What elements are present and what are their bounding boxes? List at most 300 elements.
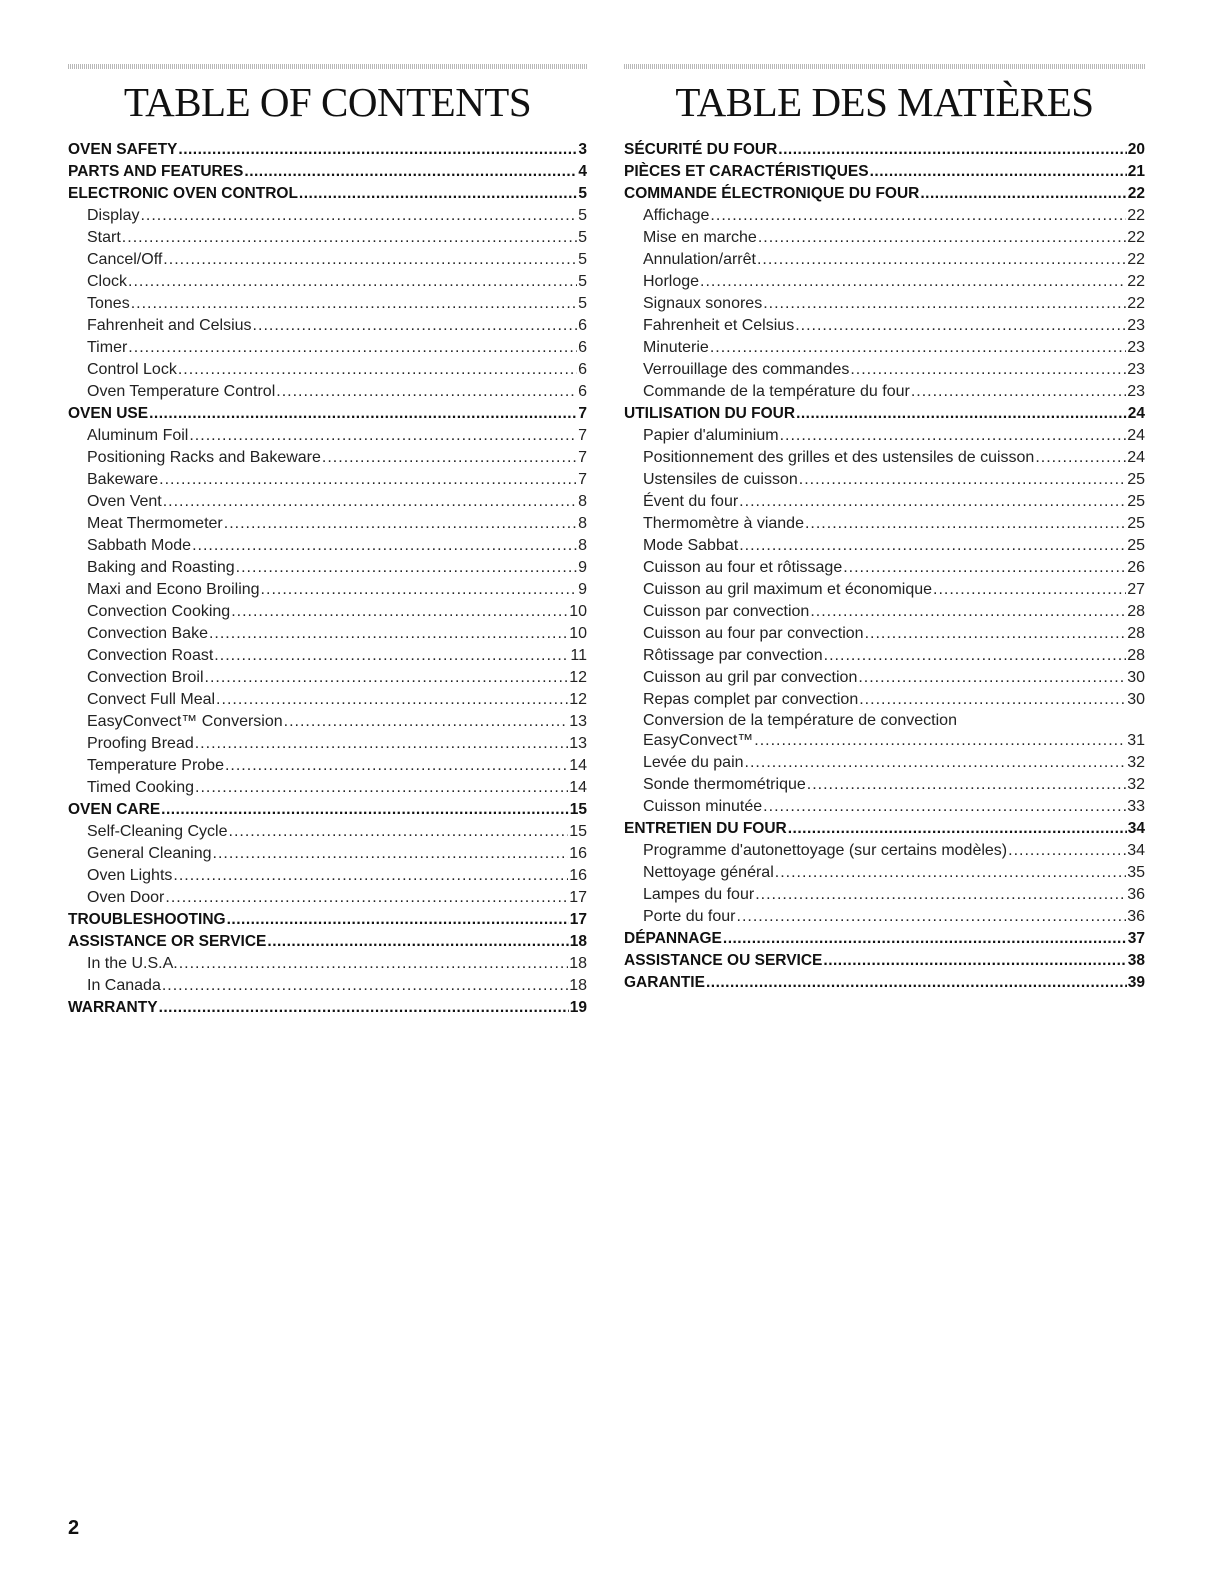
toc-subsection-entry bbox=[68, 843, 587, 865]
toc-entry-label: Sabbath Mode bbox=[87, 537, 192, 554]
dot-leader bbox=[933, 579, 1126, 601]
toc-entry-page-number: 30 bbox=[1127, 691, 1145, 708]
toc-french-column bbox=[624, 64, 1145, 994]
toc-entry-page-number: 23 bbox=[1127, 383, 1145, 400]
dot-leader bbox=[209, 623, 568, 645]
toc-entry-label: COMMANDE ÉLECTRONIQUE DU FOUR bbox=[624, 185, 920, 202]
toc-subsection-entry bbox=[68, 381, 587, 403]
toc-subsection-entry bbox=[68, 865, 587, 887]
toc-subsection-entry bbox=[68, 469, 587, 491]
toc-entry-page-number: 30 bbox=[1127, 669, 1145, 686]
toc-section-entry bbox=[624, 139, 1145, 161]
dot-leader bbox=[159, 997, 569, 1019]
toc-entry-page-number: 4 bbox=[578, 163, 587, 180]
toc-entry-label: Thermomètre à viande bbox=[643, 515, 804, 532]
toc-entry-page-number: 22 bbox=[1127, 207, 1145, 224]
toc-entry-label: Rôtissage par convection bbox=[643, 647, 823, 664]
toc-entry-page-number: 10 bbox=[569, 603, 587, 620]
dot-leader bbox=[850, 359, 1126, 381]
toc-entry-page-number: 8 bbox=[578, 493, 587, 510]
dot-leader bbox=[778, 139, 1126, 161]
toc-subsection-entry bbox=[624, 730, 1145, 752]
toc-subsection-entry bbox=[68, 513, 587, 535]
toc-entry-label: Convection Cooking bbox=[87, 603, 231, 620]
toc-subsection-entry bbox=[624, 513, 1145, 535]
toc-entry-label: Timed Cooking bbox=[87, 779, 195, 796]
toc-entry-label: Cuisson minutée bbox=[643, 798, 763, 815]
dot-leader bbox=[911, 381, 1126, 403]
dot-leader bbox=[162, 975, 568, 997]
toc-entry-label: Positioning Racks and Bakeware bbox=[87, 449, 321, 466]
toc-entry-page-number: 8 bbox=[578, 515, 587, 532]
dot-leader bbox=[299, 183, 577, 205]
toc-entry-page-number: 36 bbox=[1127, 886, 1145, 903]
toc-entry-label: Baking and Roasting bbox=[87, 559, 235, 576]
toc-section-entry bbox=[68, 161, 587, 183]
toc-subsection-entry bbox=[68, 579, 587, 601]
toc-subsection-entry bbox=[68, 755, 587, 777]
toc-entry-page-number: 17 bbox=[569, 889, 587, 906]
toc-entry-page-number: 7 bbox=[578, 471, 587, 488]
dot-leader bbox=[213, 843, 569, 865]
dot-leader bbox=[763, 796, 1126, 818]
dot-leader bbox=[236, 557, 577, 579]
toc-english-column bbox=[68, 64, 587, 1019]
toc-subsection-entry bbox=[624, 667, 1145, 689]
toc-subsection-entry bbox=[68, 689, 587, 711]
toc-entry-page-number: 24 bbox=[1127, 427, 1145, 444]
dot-leader bbox=[195, 777, 568, 799]
toc-entry-label: Fahrenheit et Celsius bbox=[643, 317, 795, 334]
toc-entry-label: WARRANTY bbox=[68, 999, 158, 1016]
dot-leader bbox=[140, 205, 577, 227]
toc-entry-page-number: 24 bbox=[1127, 449, 1145, 466]
header-rule bbox=[68, 64, 587, 69]
toc-entry-page-number: 34 bbox=[1127, 820, 1145, 837]
toc-section-entry bbox=[68, 183, 587, 205]
toc-subsection-entry bbox=[68, 447, 587, 469]
toc-subsection-entry bbox=[624, 579, 1145, 601]
toc-subsection-entry bbox=[68, 623, 587, 645]
dot-leader bbox=[763, 293, 1126, 315]
dot-leader bbox=[267, 931, 568, 953]
toc-entry-label: PARTS AND FEATURES bbox=[68, 163, 244, 180]
toc-entry-label: Temperature Probe bbox=[87, 757, 224, 774]
dot-leader bbox=[159, 469, 577, 491]
toc-entry-page-number: 17 bbox=[569, 911, 587, 928]
toc-subsection-entry bbox=[624, 796, 1145, 818]
toc-subsection-entry bbox=[68, 425, 587, 447]
toc-entry-page-number: 28 bbox=[1127, 625, 1145, 642]
dot-leader bbox=[163, 249, 577, 271]
dot-leader bbox=[788, 818, 1127, 840]
toc-subsection-entry bbox=[68, 337, 587, 359]
dot-leader bbox=[189, 425, 577, 447]
toc-entry-page-number: 20 bbox=[1127, 141, 1145, 158]
toc-entry-label-line: Conversion de la température de convection bbox=[643, 712, 957, 729]
dot-leader bbox=[739, 491, 1126, 513]
toc-entry-label: Display bbox=[87, 207, 140, 224]
toc-subsection-entry bbox=[624, 293, 1145, 315]
toc-subsection-entry bbox=[624, 840, 1145, 862]
toc-subsection-entry bbox=[624, 535, 1145, 557]
toc-entry-label: UTILISATION DU FOUR bbox=[624, 405, 796, 422]
toc-entry-label: OVEN CARE bbox=[68, 801, 161, 818]
toc-entry-page-number: 22 bbox=[1127, 185, 1145, 202]
dot-leader bbox=[754, 730, 1126, 752]
toc-subsection-entry bbox=[624, 884, 1145, 906]
toc-entry-label: Tones bbox=[87, 295, 130, 312]
dot-leader bbox=[173, 865, 568, 887]
dot-leader bbox=[178, 139, 577, 161]
dot-leader bbox=[163, 491, 577, 513]
dot-leader bbox=[723, 928, 1127, 950]
toc-subsection-entry bbox=[624, 906, 1145, 928]
toc-entry-page-number: 13 bbox=[569, 735, 587, 752]
toc-entry-page-number: 32 bbox=[1127, 776, 1145, 793]
dot-leader bbox=[149, 403, 577, 425]
dot-leader bbox=[225, 755, 568, 777]
dot-leader bbox=[229, 821, 569, 843]
toc-entry-label: Annulation/arrêt bbox=[643, 251, 756, 268]
toc-entry-page-number: 36 bbox=[1127, 908, 1145, 925]
toc-entry-label: Convection Roast bbox=[87, 647, 214, 664]
toc-entry-label: Mode Sabbat bbox=[643, 537, 739, 554]
toc-entry-label: Convection Broil bbox=[87, 669, 204, 686]
toc-subsection-entry bbox=[68, 315, 587, 337]
toc-entry-label: Mise en marche bbox=[643, 229, 757, 246]
toc-entry-page-number: 7 bbox=[578, 427, 587, 444]
dot-leader bbox=[131, 293, 577, 315]
toc-entry-label: Commande de la température du four bbox=[643, 383, 910, 400]
toc-entry-label: GARANTIE bbox=[624, 974, 705, 991]
dot-leader bbox=[745, 752, 1127, 774]
toc-entry-label: Programme d'autonettoyage (sur certains modèles) bbox=[643, 842, 1008, 859]
toc-subsection-entry bbox=[68, 667, 587, 689]
toc-entry-label: Oven Vent bbox=[87, 493, 162, 510]
dot-leader bbox=[799, 469, 1126, 491]
dot-leader bbox=[195, 733, 568, 755]
toc-entry-page-number: 14 bbox=[569, 779, 587, 796]
toc-subsection-entry bbox=[624, 601, 1145, 623]
dot-leader bbox=[244, 161, 577, 183]
toc-entry-page-number: 10 bbox=[569, 625, 587, 642]
toc-subsection-entry bbox=[68, 227, 587, 249]
toc-entry-page-number: 16 bbox=[569, 845, 587, 862]
toc-entry-page-number: 6 bbox=[578, 361, 587, 378]
toc-entry-label: In the U.S.A. bbox=[87, 955, 178, 972]
toc-english-list bbox=[68, 139, 587, 1019]
toc-subsection-entry bbox=[624, 623, 1145, 645]
toc-entry-label: ENTRETIEN DU FOUR bbox=[624, 820, 787, 837]
dot-leader bbox=[227, 909, 569, 931]
toc-entry-page-number: 35 bbox=[1127, 864, 1145, 881]
toc-entry-label: Cuisson au gril maximum et économique bbox=[643, 581, 933, 598]
toc-entry-page-number: 32 bbox=[1127, 754, 1145, 771]
dot-leader bbox=[739, 535, 1126, 557]
toc-entry-label: Levée du pain bbox=[643, 754, 744, 771]
toc-entry-label: OVEN USE bbox=[68, 405, 149, 422]
dot-leader bbox=[706, 972, 1127, 994]
toc-entry-label: Timer bbox=[87, 339, 128, 356]
toc-subsection-entry bbox=[624, 645, 1145, 667]
toc-entry-label: Sonde thermométrique bbox=[643, 776, 806, 793]
toc-entry-label: Self-Cleaning Cycle bbox=[87, 823, 228, 840]
toc-subsection-entry bbox=[624, 425, 1145, 447]
toc-section-entry bbox=[68, 997, 587, 1019]
toc-entry-page-number: 22 bbox=[1127, 251, 1145, 268]
toc-entry-label: ASSISTANCE OR SERVICE bbox=[68, 933, 267, 950]
toc-section-entry bbox=[68, 403, 587, 425]
dot-leader bbox=[710, 205, 1126, 227]
toc-subsection-entry bbox=[68, 491, 587, 513]
dot-leader bbox=[178, 359, 577, 381]
toc-entry-label: Signaux sonores bbox=[643, 295, 763, 312]
dot-leader bbox=[700, 271, 1126, 293]
dot-leader bbox=[165, 887, 568, 909]
dot-leader bbox=[253, 315, 578, 337]
toc-section-entry bbox=[624, 403, 1145, 425]
toc-entry-page-number: 5 bbox=[578, 251, 587, 268]
toc-section-entry bbox=[624, 972, 1145, 994]
toc-entry-page-number: 5 bbox=[578, 185, 587, 202]
dot-leader bbox=[710, 337, 1126, 359]
toc-entry-page-number: 18 bbox=[569, 977, 587, 994]
dot-leader bbox=[755, 884, 1126, 906]
toc-subsection-entry bbox=[624, 491, 1145, 513]
toc-entry-label: ELECTRONIC OVEN CONTROL bbox=[68, 185, 298, 202]
toc-entry-label: Horloge bbox=[643, 273, 700, 290]
toc-entry-page-number: 5 bbox=[578, 229, 587, 246]
dot-leader bbox=[231, 601, 568, 623]
toc-subsection-entry bbox=[68, 293, 587, 315]
toc-subsection-entry bbox=[624, 447, 1145, 469]
toc-entry-page-number: 27 bbox=[1127, 581, 1145, 598]
toc-entry-page-number: 7 bbox=[578, 449, 587, 466]
toc-entry-page-number: 25 bbox=[1127, 493, 1145, 510]
dot-leader bbox=[224, 513, 577, 535]
dot-leader bbox=[261, 579, 578, 601]
toc-subsection-entry bbox=[68, 777, 587, 799]
toc-entry-page-number: 26 bbox=[1127, 559, 1145, 576]
toc-entry-label: Lampes du four bbox=[643, 886, 755, 903]
toc-entry-label: Cancel/Off bbox=[87, 251, 163, 268]
toc-entry-page-number: 6 bbox=[578, 383, 587, 400]
toc-entry-page-number: 5 bbox=[578, 273, 587, 290]
toc-entry-label: Convect Full Meal bbox=[87, 691, 216, 708]
toc-entry-label: Affichage bbox=[643, 207, 710, 224]
dot-leader bbox=[757, 249, 1126, 271]
toc-subsection-entry bbox=[624, 205, 1145, 227]
dot-leader bbox=[780, 425, 1127, 447]
toc-entry-page-number: 39 bbox=[1127, 974, 1145, 991]
toc-entry-label: Control Lock bbox=[87, 361, 177, 378]
dot-leader bbox=[192, 535, 577, 557]
toc-entry-page-number: 23 bbox=[1127, 361, 1145, 378]
dot-leader bbox=[775, 862, 1126, 884]
toc-subsection-entry bbox=[624, 381, 1145, 403]
toc-entry-label: Meat Thermometer bbox=[87, 515, 223, 532]
dot-leader bbox=[128, 337, 577, 359]
dot-leader bbox=[823, 950, 1126, 972]
toc-french-list bbox=[624, 139, 1145, 994]
toc-entry-label: Positionnement des grilles et des ustensiles de cuisson bbox=[643, 449, 1035, 466]
toc-entry-label: Convection Bake bbox=[87, 625, 208, 642]
toc-entry-page-number: 28 bbox=[1127, 647, 1145, 664]
dot-leader bbox=[1008, 840, 1126, 862]
toc-subsection-entry bbox=[68, 733, 587, 755]
toc-subsection-entry bbox=[624, 315, 1145, 337]
toc-entry-label: Évent du four bbox=[643, 493, 739, 510]
toc-subsection-entry bbox=[624, 689, 1145, 711]
toc-entry-label: EasyConvect™ bbox=[643, 732, 754, 749]
toc-entry-page-number: 25 bbox=[1127, 537, 1145, 554]
dot-leader bbox=[161, 799, 569, 821]
toc-subsection-entry bbox=[68, 711, 587, 733]
toc-entry-label: Cuisson au gril par convection bbox=[643, 669, 858, 686]
toc-entry-page-number: 6 bbox=[578, 339, 587, 356]
dot-leader bbox=[805, 513, 1126, 535]
toc-entry-label: Cuisson au four et rôtissage bbox=[643, 559, 843, 576]
dot-leader bbox=[920, 183, 1126, 205]
toc-entry-page-number: 28 bbox=[1127, 603, 1145, 620]
toc-subsection-entry bbox=[68, 887, 587, 909]
toc-subsection-entry bbox=[68, 953, 587, 975]
toc-entry-label: TROUBLESHOOTING bbox=[68, 911, 226, 928]
toc-entry-page-number: 23 bbox=[1127, 317, 1145, 334]
toc-section-entry bbox=[624, 818, 1145, 840]
toc-section-entry bbox=[624, 183, 1145, 205]
toc-entry-page-number: 37 bbox=[1127, 930, 1145, 947]
toc-subsection-entry bbox=[68, 271, 587, 293]
toc-entry-page-number: 9 bbox=[578, 559, 587, 576]
toc-entry-page-number: 25 bbox=[1127, 471, 1145, 488]
toc-entry-page-number: 11 bbox=[570, 647, 587, 664]
toc-entry-label: Verrouillage des commandes bbox=[643, 361, 850, 378]
dot-leader bbox=[284, 711, 569, 733]
dot-leader bbox=[1035, 447, 1126, 469]
toc-entry-label: EasyConvect™ Conversion bbox=[87, 713, 283, 730]
toc-entry-label: Bakeware bbox=[87, 471, 159, 488]
toc-subsection-entry bbox=[624, 469, 1145, 491]
toc-entry-label: Clock bbox=[87, 273, 128, 290]
toc-subsection-entry bbox=[624, 271, 1145, 293]
toc-subsection-entry bbox=[624, 359, 1145, 381]
toc-entry-label: PIÈCES ET CARACTÉRISTIQUES bbox=[624, 163, 869, 180]
dot-leader bbox=[216, 689, 568, 711]
dot-leader bbox=[807, 774, 1126, 796]
toc-subsection-entry bbox=[624, 774, 1145, 796]
toc-entry-page-number: 21 bbox=[1127, 163, 1145, 180]
toc-entry-page-number: 5 bbox=[578, 207, 587, 224]
toc-subsection-entry bbox=[68, 645, 587, 667]
dot-leader bbox=[737, 906, 1127, 928]
toc-entry-page-number: 9 bbox=[578, 581, 587, 598]
page-number: 2 bbox=[68, 1517, 80, 1539]
dot-leader bbox=[276, 381, 577, 403]
toc-entry-page-number: 3 bbox=[578, 141, 587, 158]
dot-leader bbox=[824, 645, 1127, 667]
toc-entry-page-number: 13 bbox=[569, 713, 587, 730]
dot-leader bbox=[758, 227, 1126, 249]
toc-section-entry bbox=[624, 161, 1145, 183]
toc-entry-page-number: 22 bbox=[1127, 229, 1145, 246]
toc-entry-page-number: 22 bbox=[1127, 273, 1145, 290]
dot-leader bbox=[322, 447, 577, 469]
toc-section-entry bbox=[68, 931, 587, 953]
toc-entry-label: Nettoyage général bbox=[643, 864, 774, 881]
toc-entry-page-number: 34 bbox=[1127, 842, 1145, 859]
dot-leader bbox=[795, 315, 1126, 337]
toc-entry-label: General Cleaning bbox=[87, 845, 212, 862]
toc-entry-page-number: 18 bbox=[569, 955, 587, 972]
toc-entry-page-number: 16 bbox=[569, 867, 587, 884]
toc-entry-page-number: 23 bbox=[1127, 339, 1145, 356]
toc-entry-label: Minuterie bbox=[643, 339, 709, 356]
dot-leader bbox=[870, 161, 1127, 183]
dot-leader bbox=[205, 667, 569, 689]
dot-leader bbox=[859, 689, 1126, 711]
toc-entry-page-number: 8 bbox=[578, 537, 587, 554]
toc-entry-label: OVEN SAFETY bbox=[68, 141, 178, 158]
toc-entry-label: Proofing Bread bbox=[87, 735, 194, 752]
toc-entry-page-number: 7 bbox=[578, 405, 587, 422]
toc-section-entry bbox=[68, 909, 587, 931]
toc-entry-label: Cuisson par convection bbox=[643, 603, 810, 620]
toc-entry-page-number: 6 bbox=[578, 317, 587, 334]
toc-subsection-entry bbox=[68, 535, 587, 557]
toc-subsection-entry bbox=[68, 359, 587, 381]
toc-subsection-entry bbox=[68, 205, 587, 227]
toc-section-entry bbox=[624, 928, 1145, 950]
toc-entry-label: Oven Lights bbox=[87, 867, 173, 884]
toc-entry-label: Aluminum Foil bbox=[87, 427, 189, 444]
toc-entry-label: ASSISTANCE OU SERVICE bbox=[624, 952, 823, 969]
dot-leader bbox=[128, 271, 577, 293]
toc-entry-page-number: 15 bbox=[569, 801, 587, 818]
dot-leader bbox=[796, 403, 1127, 425]
header-rule bbox=[624, 64, 1145, 69]
toc-subsection-entry bbox=[68, 821, 587, 843]
dot-leader bbox=[858, 667, 1126, 689]
toc-entry-page-number: 38 bbox=[1127, 952, 1145, 969]
dot-leader bbox=[843, 557, 1126, 579]
toc-entry-page-number: 25 bbox=[1127, 515, 1145, 532]
toc-subsection-entry bbox=[68, 975, 587, 997]
toc-subsection-entry bbox=[68, 557, 587, 579]
toc-entry-page-number: 12 bbox=[569, 691, 587, 708]
toc-entry-page-number: 5 bbox=[578, 295, 587, 312]
toc-entry-page-number: 12 bbox=[569, 669, 587, 686]
toc-entry-label: SÉCURITÉ DU FOUR bbox=[624, 141, 778, 158]
toc-subsection-entry bbox=[68, 249, 587, 271]
toc-subsection-entry bbox=[624, 227, 1145, 249]
dot-leader bbox=[179, 953, 568, 975]
dot-leader bbox=[865, 623, 1127, 645]
toc-subsection-entry bbox=[624, 752, 1145, 774]
toc-entry-label: Fahrenheit and Celsius bbox=[87, 317, 252, 334]
toc-entry-label: DÉPANNAGE bbox=[624, 930, 722, 947]
toc-section-entry bbox=[68, 139, 587, 161]
toc-subsection-entry bbox=[624, 337, 1145, 359]
toc-entry-label: Porte du four bbox=[643, 908, 736, 925]
toc-entry-label: Start bbox=[87, 229, 121, 246]
toc-entry-page-number: 22 bbox=[1127, 295, 1145, 312]
toc-entry-label: Papier d'aluminium bbox=[643, 427, 779, 444]
toc-entry-label: Oven Temperature Control bbox=[87, 383, 276, 400]
dot-leader bbox=[810, 601, 1126, 623]
dot-leader bbox=[122, 227, 577, 249]
